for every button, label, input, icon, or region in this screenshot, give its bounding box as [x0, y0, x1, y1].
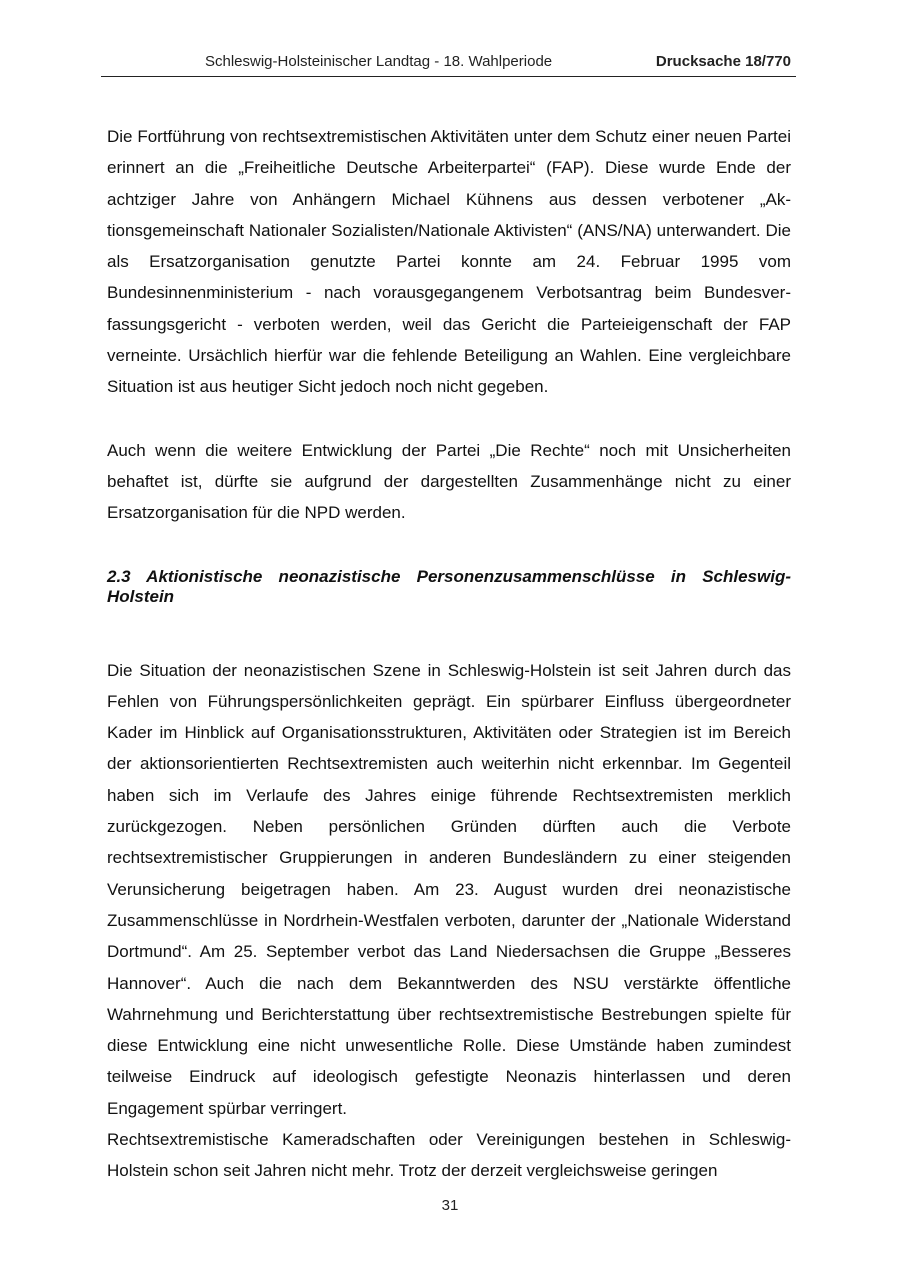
- page-header: [101, 50, 796, 77]
- header-title: Schleswig-Holsteinischer Landtag - 18. Wahlperiode: [205, 53, 553, 70]
- section-heading: 2.3 Aktionistische neonazistische Personenzusammenschlüsse in Schleswig-Holstein: [107, 566, 791, 606]
- paragraph-die-rechte: Auch wenn die weitere Entwicklung der Partei „Die Rechte“ noch mit Unsicherheiten behaftet ist, dürfte sie aufgrund der dargestellten Zusammenhänge nicht zu einer Ersatzorganisation für die NPD werden.: [107, 440, 791, 523]
- paragraph-neonazi-scene: Die Situation der neonazistischen Szene in Schleswig-Holstein ist seit Jahren durch das Fehlen von Führungspersönlichkeiten geprägt. Ein spürbarer Einfluss übergeordneter Kader im Hinblick auf Organisationsstrukturen, Aktivitäten oder Strategien ist im Bereich der aktionsorientierten Rechtsextremisten auch weiterhin nicht erkennbar. Im Gegenteil haben sich im Verlaufe des Jahres einige führende Rechtsextremisten merklich zurückgezogen. Neben persönlichen Gründen dürften auch die Verbote rechtsextremistischer Gruppierungen in anderen Bundesländern zu einer steigenden Verunsicherung beigetragen haben. Am 23. August wurden drei neonazistische Zusammenschlüsse in Nordrhein-Westfalen verboten, darunter der „Nationale Widerstand Dortmund“. Am 25. September verbot das Land Niedersachsen die Gruppe „Besseres Hannover“. Auch die nach dem Bekanntwerden des NSU verstärkte öffentliche Wahrnehmung und Berichterstattung über rechtsextremistische Bestrebungen spielte für diese Entwicklung eine nicht unwesentliche Rolle. Diese Umstände haben zumindest teilweise Eindruck auf ideologisch gefestigte Neonazis hinterlassen und deren Engagement spürbar verringert.: [107, 660, 791, 1118]
- paragraph-fap: Die Fortführung von rechtsextremistischen Aktivitäten unter dem Schutz einer neuen Partei erinnert an die „Freiheitliche Deutsche Arbeiterpartei“ (FAP). Diese wurde Ende der achtziger Jahre von Anhängern Michael Kühnens aus dessen verbotener „Aktionsgemeinschaft Nationaler Sozialisten/Nationale Aktivisten“ (ANS/NA) unterwandert. Die als Ersatzorganisation genutzte Partei konnte am 24. Februar 1995 vom Bundesinnenministerium - nach vorausgegangenem Verbotsantrag beim Bundesverfassungsgericht - verboten werden, weil das Gericht die Parteieigenschaft der FAP verneinte. Ursächlich hierfür war die fehlende Beteiligung an Wahlen. Eine vergleichbare Situation ist aus heutiger Sicht jedoch noch nicht gegeben.: [107, 127, 791, 397]
- page-body: [107, 121, 791, 1187]
- page-number: 31: [441, 1197, 459, 1214]
- document-number: Drucksache 18/770: [655, 53, 791, 70]
- paragraph-kameradschaften: Rechtsextremistische Kameradschaften oder Vereinigungen bestehen in Schleswig-Holstein schon seit Jahren nicht mehr. Trotz der derzeit vergleichsweise geringen: [107, 1130, 791, 1181]
